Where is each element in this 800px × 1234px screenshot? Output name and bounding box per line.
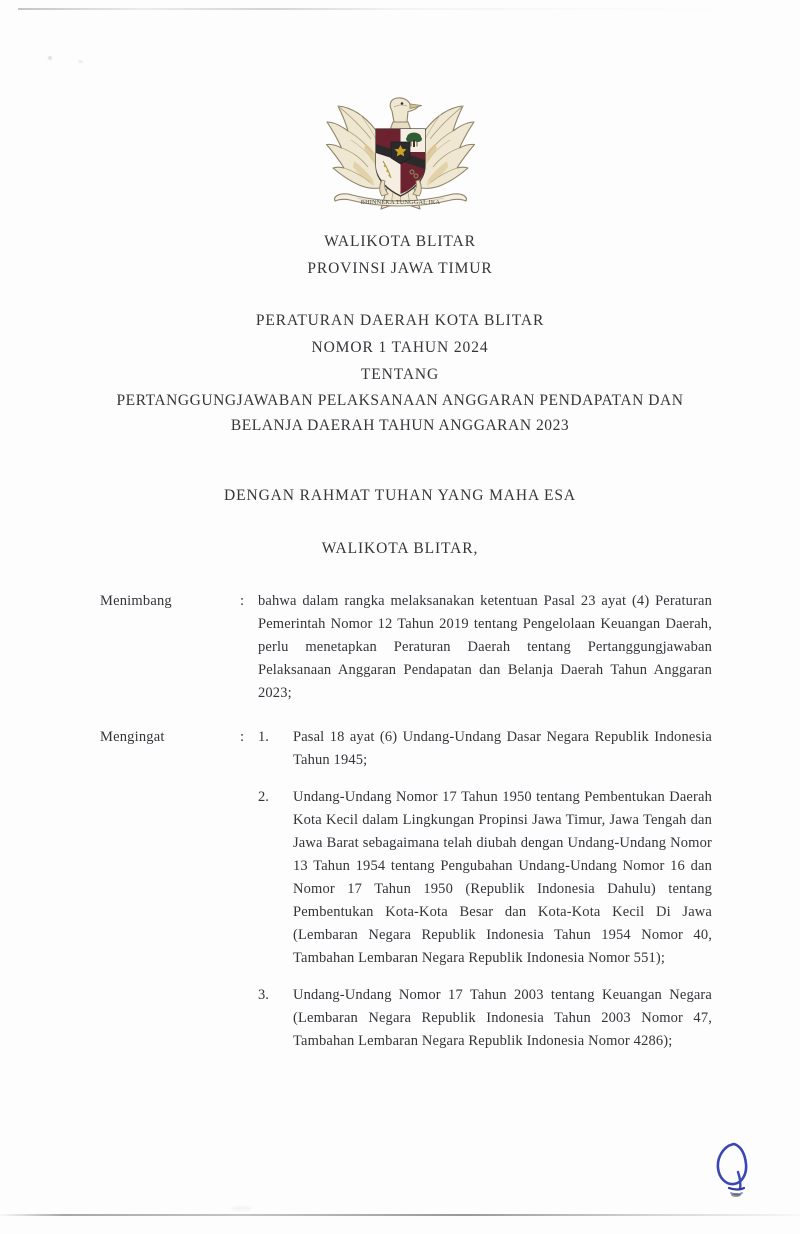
list-item-number: 2. xyxy=(258,789,269,805)
regulation-number: NOMOR 1 TAHUN 2024 xyxy=(311,339,489,356)
tentang-word: TENTANG xyxy=(360,366,440,383)
svg-text:BHINNEKA TUNGGAL IKA: BHINNEKA TUNGGAL IKA xyxy=(360,199,440,206)
regulation-title-block xyxy=(0,307,800,438)
emblem-container xyxy=(0,96,800,219)
garuda-pancasila-emblem xyxy=(318,96,483,214)
regulation-subject-line-1: PERTANGGUNGJAWABAN PELAKSANAAN ANGGARAN PENDAPATAN DAN xyxy=(116,392,684,409)
list-item-number: 1. xyxy=(258,729,269,745)
blessing-text: DENGAN RAHMAT TUHAN YANG MAHA ESA xyxy=(224,487,576,504)
blessing-line xyxy=(0,482,800,509)
considering-row xyxy=(100,590,712,705)
scan-speck xyxy=(231,1206,251,1211)
signatory-heading xyxy=(0,535,800,562)
recalling-label: Mengingat xyxy=(100,729,165,745)
considering-label: Menimbang xyxy=(100,593,172,609)
recalling-row xyxy=(100,726,712,1053)
recalling-list xyxy=(258,726,712,1053)
list-item xyxy=(258,726,712,772)
list-item-number: 3. xyxy=(258,987,269,1003)
authority-line-1: WALIKOTA BLITAR xyxy=(324,233,476,250)
scan-speck xyxy=(78,60,83,63)
list-item-text: Undang-Undang Nomor 17 Tahun 2003 tentang Keuangan Negara (Lembaran Negara Republik Indonesia Tahun 2003 Nomor 47, Tambahan Lembaran Negara Republik Indonesia Nomor 4286); xyxy=(293,987,712,1049)
handwritten-paraph-mark xyxy=(712,1138,756,1205)
list-item-text: Undang-Undang Nomor 17 Tahun 1950 tentang Pembentukan Daerah Kota Kecil dalam Lingkungan Propinsi Jawa Timur, Jawa Tengah dan Jawa Barat sebagaimana telah diubah dengan Undang-Undang Nomor 13 Tahun 1954 tentang Pengubahan Undang-Undang Nomor 16 dan Nomor 17 Tahun 1950 (Republik Indonesia Dahulu) tentang Pembentukan Kota-Kota Besar dan Kota-Kota Kecil Di Jawa (Lembaran Negara Republik Indonesia Tahun 1954 Nomor 40, Tambahan Lembaran Negara Republik Indonesia Nomor 551); xyxy=(293,789,712,966)
signatory-text: WALIKOTA BLITAR, xyxy=(321,540,479,557)
authority-heading xyxy=(0,228,800,282)
scan-artifact-line-top xyxy=(18,8,718,10)
list-item-text: Pasal 18 ayat (6) Undang-Undang Dasar Negara Republik Indonesia Tahun 1945; xyxy=(293,729,712,768)
considering-text: bahwa dalam rangka melaksanakan ketentuan Pasal 23 ayat (4) Peraturan Pemerintah Nomor 12 Tahun 2019 tentang Pengelolaan Keuangan Daerah, perlu menetapkan Peraturan Daerah tentang Pertanggungjawaban Pelaksanaan Anggaran Pendapatan dan Belanja Daerah Tahun Anggaran 2023; xyxy=(258,593,712,701)
authority-line-2: PROVINSI JAWA TIMUR xyxy=(307,260,493,277)
list-item xyxy=(258,984,712,1053)
considering-colon: : xyxy=(240,593,245,609)
regulation-subject-line-2: BELANJA DAERAH TAHUN ANGGARAN 2023 xyxy=(230,417,570,434)
recalling-colon: : xyxy=(240,729,245,745)
scan-artifact-line-bottom xyxy=(0,1214,800,1216)
scan-speck xyxy=(48,56,52,60)
list-item xyxy=(258,786,712,970)
regulation-type: PERATURAN DAERAH KOTA BLITAR xyxy=(255,312,545,329)
